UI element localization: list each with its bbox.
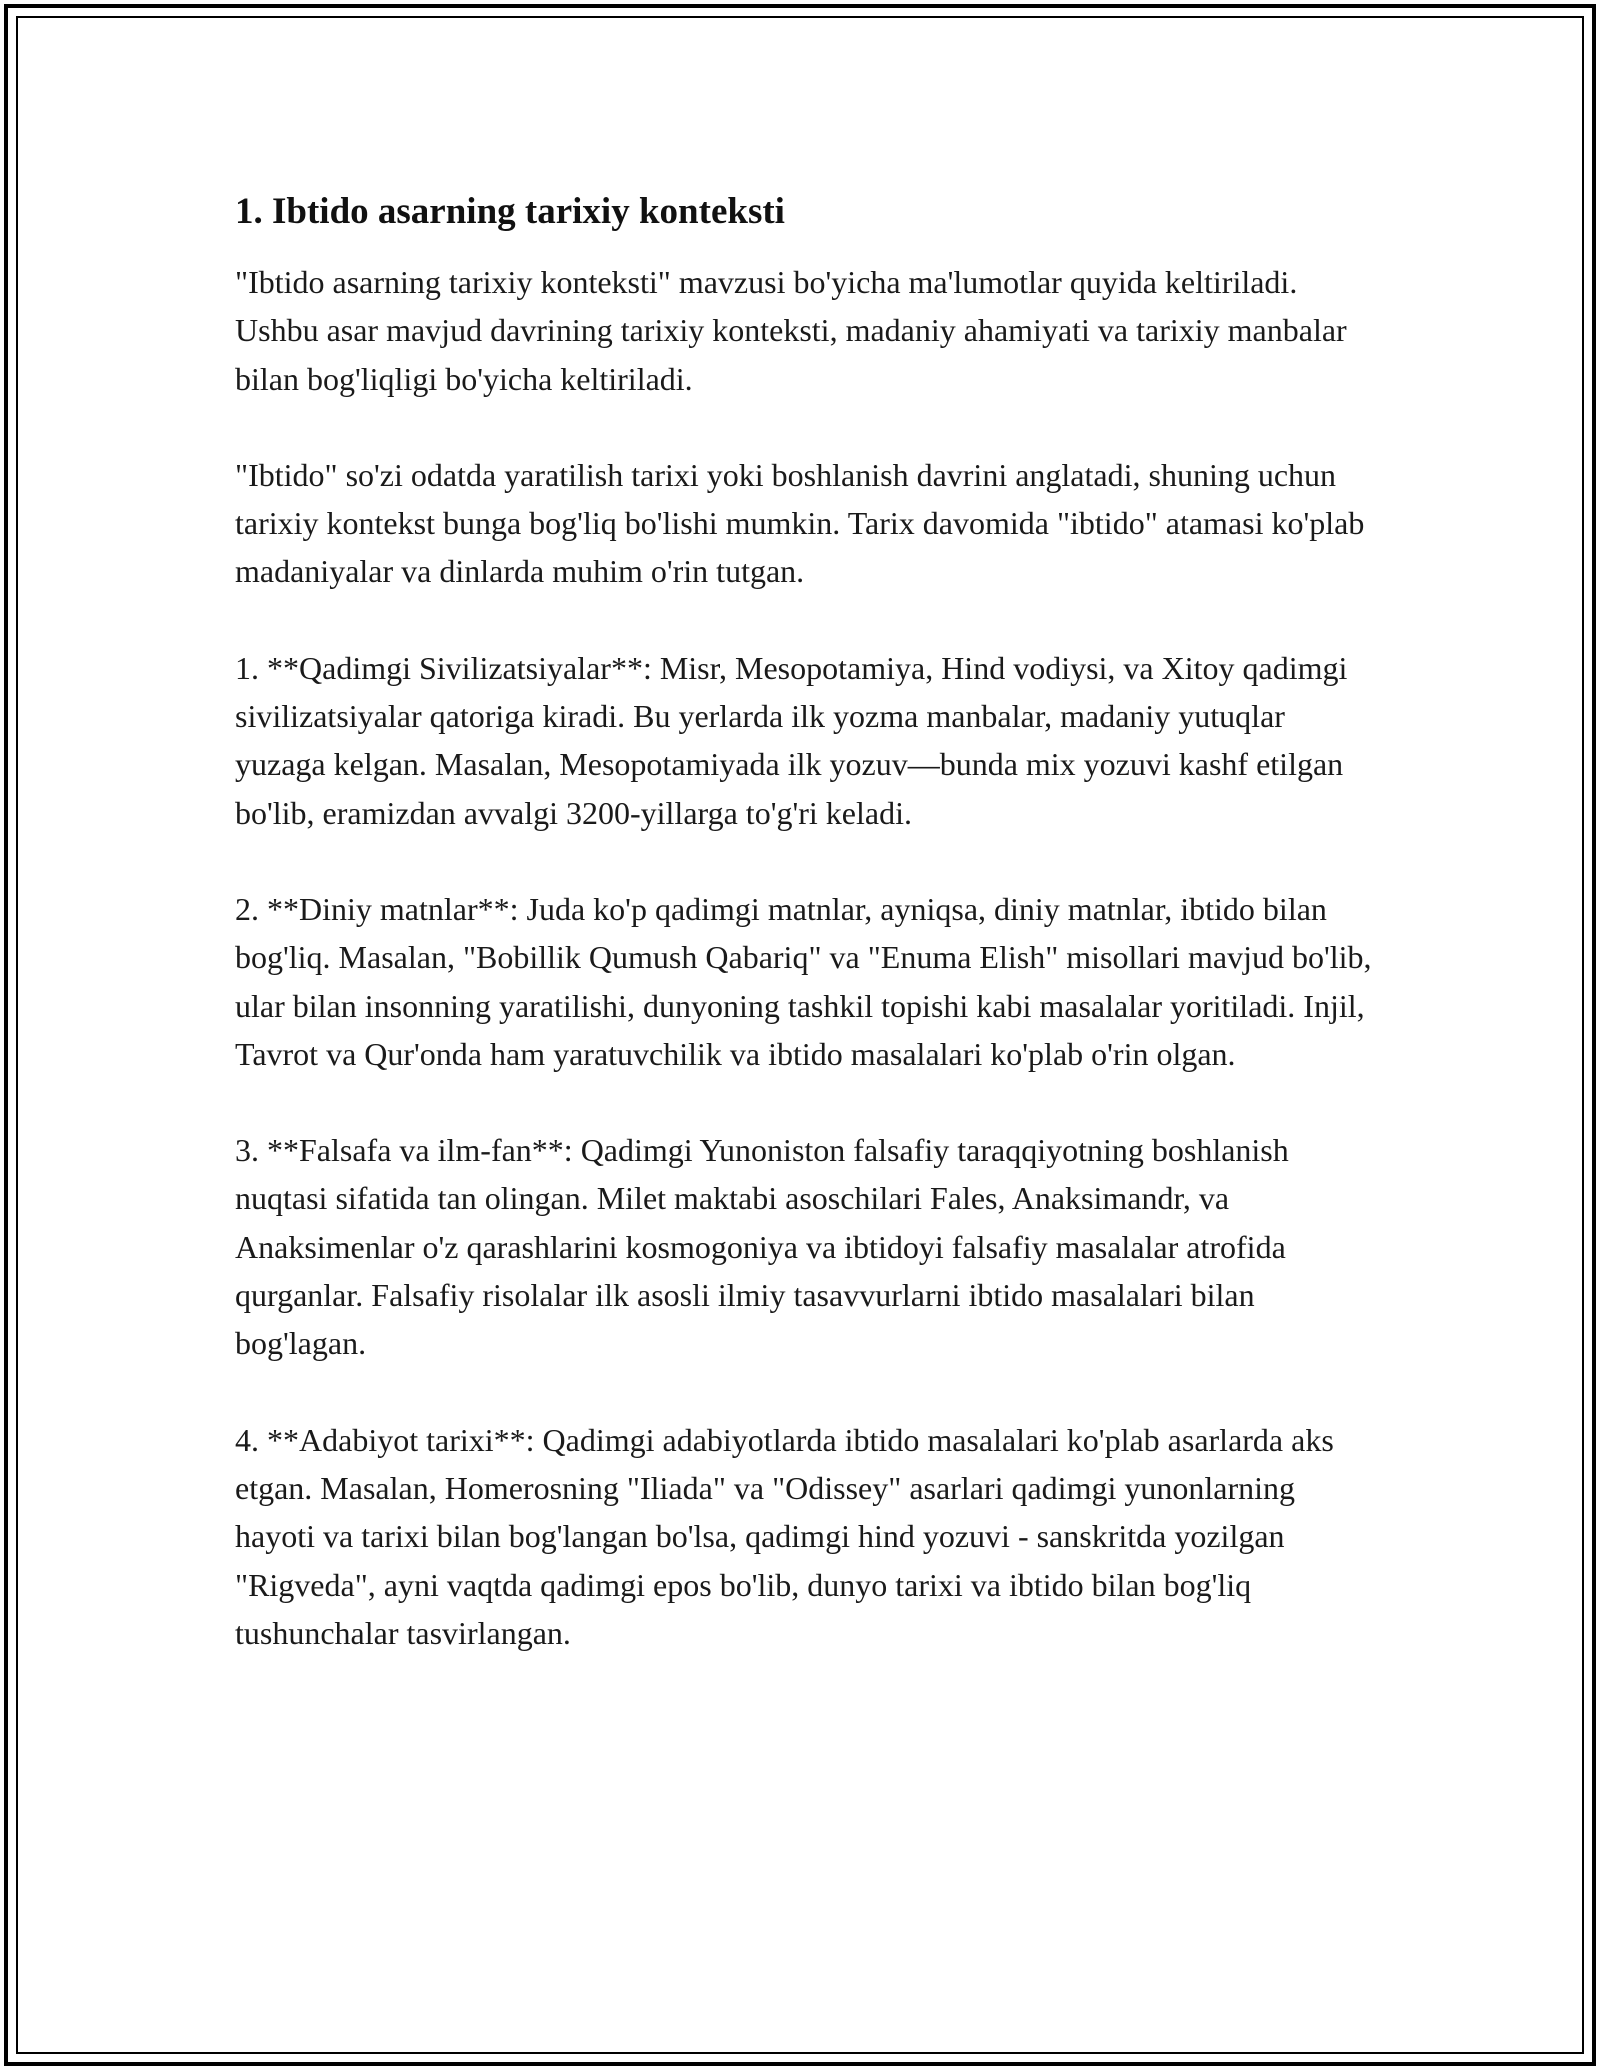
paragraph-ibtido-meaning: "Ibtido" so'zi odatda yaratilish tarixi yoki boshlanish davrini anglatadi, shuning uchun tarixiy kontekst bunga bog'liq bo'lishi mumkin. Tarix davomida "ibtido" atamasi ko'plab madaniyalar va dinlarda muhim o'rin tutgan. xyxy=(235,456,1365,590)
paragraph-philosophy-science: 3. **Falsafa va ilm-fan**: Qadimgi Yunoniston falsafiy taraqqiyotning boshlanish nuqtasi sifatida tan olingan. Milet maktabi asoschilari Fales, Anaksimandr, va Anaksimenlar o'z qarashlarini kosmogoniya va ibtidoyi falsafiy masalalar atrofida qurganlar. Falsafiy risolalar ilk asosli ilmiy tasavvurlarni ibtido masalalari bilan bog'lagan. xyxy=(235,1132,1289,1362)
document-body xyxy=(235,188,1375,1705)
document-title: 1. Ibtido asarning tarixiy konteksti xyxy=(235,191,785,232)
paragraph-literature-history: 4. **Adabiyot tarixi**: Qadimgi adabiyotlarda ibtido masalalari ko'plab asarlarda aks etgan. Masalan, Homerosning "Iliada" va "Odissey" asarlari qadimgi yunonlarning hayoti va tarixi bilan bog'langan bo'lsa, qadimgi hind yozuvi - sanskritda yozilgan "Rigveda", ayni vaqtda qadimgi epos bo'lib, dunyo tarixi va ibtido bilan bog'liq tushunchalar tasvirlangan. xyxy=(235,1421,1334,1651)
paragraph-ancient-civilizations: 1. **Qadimgi Sivilizatsiyalar**: Misr, Mesopotamiya, Hind vodiysi, va Xitoy qadimgi sivilizatsiyalar qatoriga kiradi. Bu yerlarda ilk yozma manbalar, madaniy yutuqlar yuzaga kelgan. Masalan, Mesopotamiyada ilk yozuv—bunda mix yozuvi kashf etilgan bo'lib, eramizdan avvalgi 3200-yillarga to'g'ri keladi. xyxy=(235,649,1348,831)
paragraph-intro: "Ibtido asarning tarixiy konteksti" mavzusi bo'yicha ma'lumotlar quyida keltiriladi. Ushbu asar mavjud davrining tarixiy konteksti, madaniy ahamiyati va tarixiy manbalar bilan bog'liqligi bo'yicha keltiriladi. xyxy=(235,264,1347,397)
paragraph-religious-texts: 2. **Diniy matnlar**: Juda ko'p qadimgi matnlar, ayniqsa, diniy matnlar, ibtido bilan bog'liq. Masalan, "Bobillik Qumush Qabariq" va "Enuma Elish" misollari mavjud bo'lib, ular bilan insonning yaratilishi, dunyoning tashkil topishi kabi masalalar yoritiladi. Injil, Tavrot va Qur'onda ham yaratuvchilik va ibtido masalalari ko'plab o'rin olgan. xyxy=(235,890,1372,1072)
